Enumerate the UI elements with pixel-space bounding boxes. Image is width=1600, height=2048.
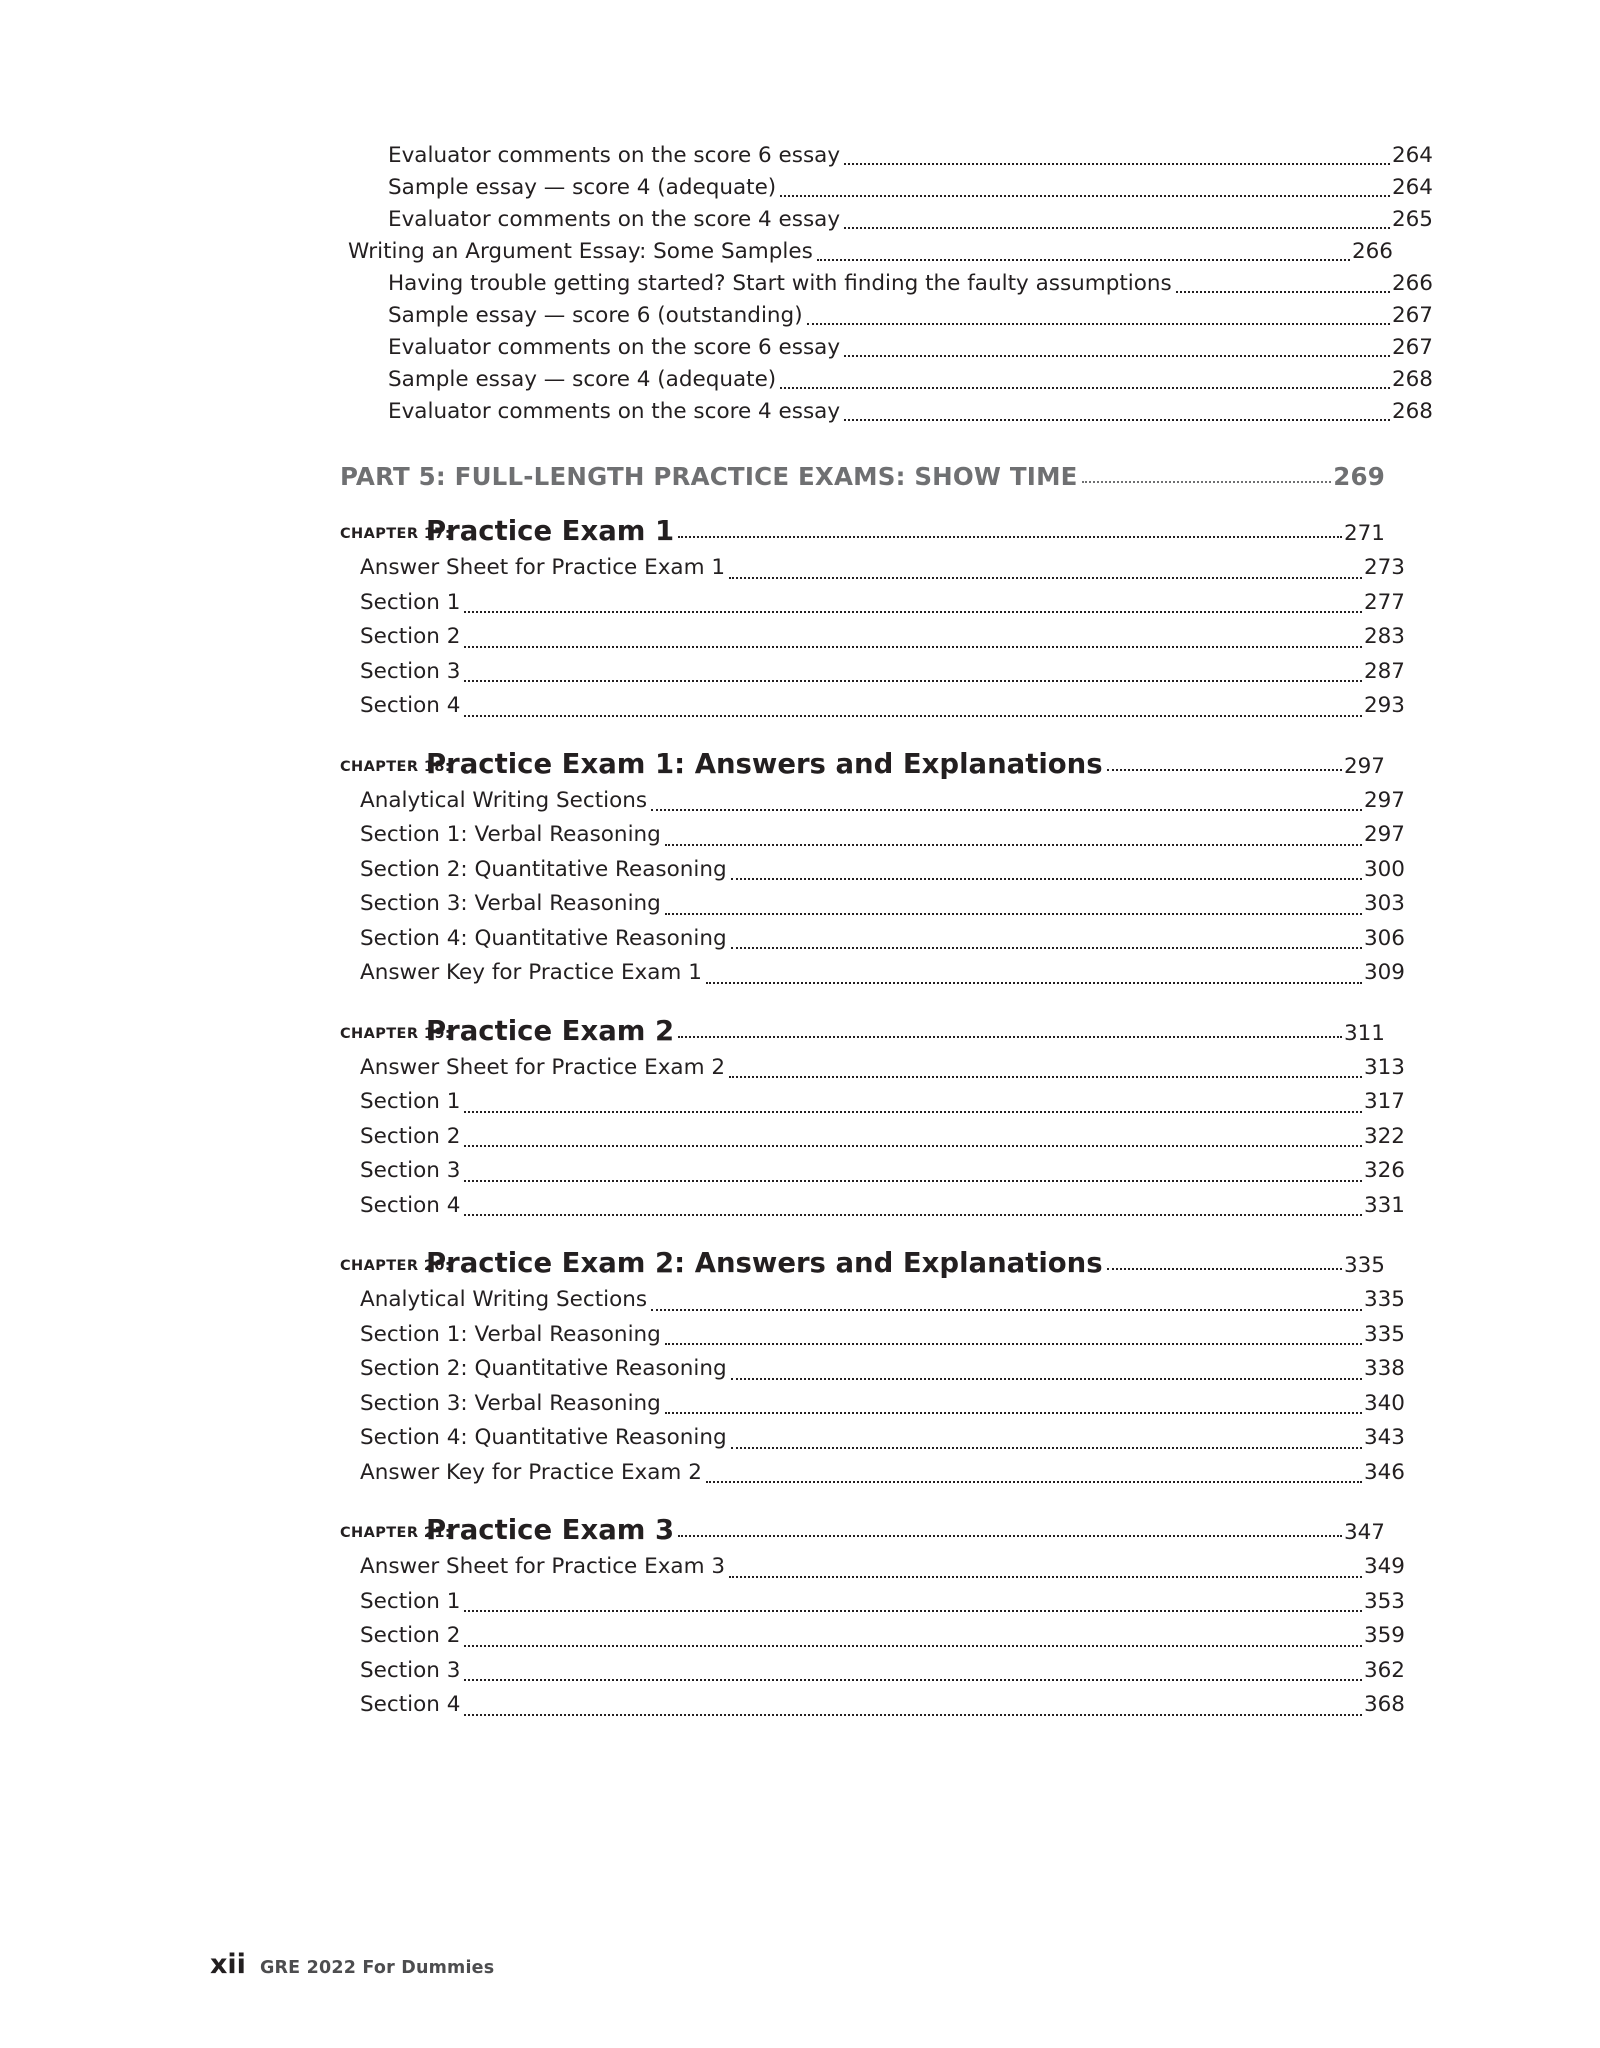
- page-footer: [210, 1949, 494, 1980]
- dot-leader: [665, 1411, 1362, 1414]
- dot-leader: [665, 843, 1362, 846]
- toc-entry[interactable]: [360, 1318, 1405, 1353]
- toc-entry[interactable]: [360, 1387, 1405, 1422]
- chapter-title: Practice Exam 1: [426, 515, 675, 547]
- chapter-page-number: 297: [1343, 753, 1385, 779]
- toc-entry[interactable]: [360, 620, 1405, 655]
- toc-chapter-group: [340, 515, 1405, 724]
- toc-entry-page: 309: [1363, 960, 1405, 985]
- toc-entry-page: 293: [1363, 693, 1405, 718]
- toc-chapter-list: [340, 515, 1405, 1723]
- toc-entry-label: Evaluator comments on the score 4 essay: [388, 399, 841, 424]
- toc-entry-label: Section 2: Quantitative Reasoning: [360, 1356, 727, 1381]
- toc-entry-page: 267: [1391, 335, 1433, 360]
- dot-leader: [678, 535, 1342, 538]
- toc-entry-label: Section 2: Quantitative Reasoning: [360, 856, 727, 882]
- toc-entry-page: 264: [1391, 143, 1433, 168]
- dot-leader: [731, 946, 1362, 949]
- dot-leader: [844, 418, 1390, 421]
- chapter-number-label: CHAPTER 18:: [340, 758, 452, 775]
- dot-leader: [464, 1110, 1362, 1113]
- toc-entry-label: Section 1: [360, 589, 461, 615]
- toc-entry-label: Analytical Writing Sections: [360, 1287, 648, 1312]
- toc-entry-label: Section 3: [360, 1158, 461, 1183]
- toc-entry[interactable]: [360, 1189, 1405, 1224]
- toc-entry-label: Sample essay — score 6 (outstanding): [388, 303, 803, 328]
- dot-leader: [464, 1644, 1362, 1647]
- toc-entry-label: Section 1: Verbal Reasoning: [360, 822, 661, 847]
- toc-top-group: [340, 140, 1433, 428]
- dot-leader: [651, 808, 1362, 811]
- toc-entry-page: 346: [1363, 1459, 1405, 1485]
- toc-entry[interactable]: [360, 1154, 1405, 1189]
- toc-entry[interactable]: [360, 551, 1405, 586]
- toc-entry[interactable]: [360, 1085, 1405, 1120]
- toc-entry-label: Evaluator comments on the score 6 essay: [388, 335, 841, 360]
- toc-entry[interactable]: [388, 140, 1433, 172]
- toc-entry-page: 277: [1363, 589, 1405, 615]
- dot-leader: [780, 194, 1390, 197]
- toc-entry-page: 331: [1363, 1192, 1405, 1218]
- toc-entry-label: Evaluator comments on the score 6 essay: [388, 143, 841, 168]
- toc-entry-page: 317: [1363, 1089, 1405, 1114]
- chapter-page-number: 347: [1343, 1520, 1385, 1545]
- toc-entry[interactable]: [388, 268, 1433, 300]
- chapter-title: Practice Exam 1: Answers and Explanations: [426, 747, 1103, 780]
- dot-leader: [731, 1377, 1362, 1380]
- toc-entry-label: Answer Sheet for Practice Exam 3: [360, 1554, 726, 1579]
- dot-leader: [464, 1713, 1362, 1716]
- chapter-number-label: CHAPTER 17:: [340, 526, 452, 542]
- toc-entry-page: 268: [1391, 399, 1433, 424]
- toc-entry[interactable]: [360, 922, 1405, 957]
- dot-leader: [780, 386, 1390, 389]
- toc-entry-page: 349: [1363, 1554, 1405, 1579]
- dot-leader: [464, 610, 1362, 613]
- toc-entry-page: 368: [1363, 1692, 1405, 1717]
- toc-entry-page: 268: [1391, 367, 1433, 392]
- toc-entry-page: 287: [1363, 658, 1405, 684]
- toc-entry-label: Answer Sheet for Practice Exam 1: [360, 555, 726, 580]
- toc-entry-label: Section 4: Quantitative Reasoning: [360, 925, 727, 951]
- toc-entry-label: Section 4: Quantitative Reasoning: [360, 1425, 727, 1450]
- toc-chapter-group: [340, 747, 1405, 991]
- toc-entry-page: 265: [1391, 207, 1433, 232]
- toc-entry-label: Analytical Writing Sections: [360, 787, 648, 813]
- dot-leader: [464, 1678, 1362, 1681]
- toc-entry[interactable]: [388, 172, 1433, 204]
- toc-entry-label: Section 3: [360, 1657, 461, 1683]
- toc-chapter-group: [340, 1514, 1405, 1723]
- dot-leader: [1082, 480, 1332, 483]
- toc-entry[interactable]: [360, 1352, 1405, 1387]
- table-of-contents: [340, 140, 1433, 1723]
- toc-entry[interactable]: [388, 364, 1433, 396]
- dot-leader: [665, 1342, 1362, 1345]
- toc-entry-page: 264: [1391, 175, 1433, 200]
- toc-entry-page: 283: [1363, 624, 1405, 649]
- toc-part-heading[interactable]: [340, 462, 1385, 491]
- toc-chapter-heading[interactable]: [340, 515, 1385, 547]
- toc-entry-page: 297: [1363, 822, 1405, 847]
- toc-entry-page: 335: [1363, 1287, 1405, 1312]
- toc-entry-page: 266: [1351, 239, 1393, 264]
- toc-entry-page: 343: [1363, 1425, 1405, 1450]
- toc-entry[interactable]: [360, 689, 1405, 724]
- toc-entry[interactable]: [360, 887, 1405, 922]
- chapter-number-label: CHAPTER 21:: [340, 1525, 452, 1541]
- toc-entry-label: Section 4: [360, 1192, 461, 1218]
- dot-leader: [1107, 1267, 1342, 1270]
- toc-entry[interactable]: [360, 1654, 1405, 1689]
- page-folio: xii: [210, 1949, 246, 1980]
- chapter-title: Practice Exam 2: [426, 1014, 675, 1047]
- toc-entry[interactable]: [360, 1421, 1405, 1456]
- toc-entry-label: Section 3: [360, 658, 461, 684]
- chapter-title: Practice Exam 3: [426, 1514, 675, 1546]
- dot-leader: [1176, 290, 1390, 293]
- toc-chapter-heading[interactable]: [340, 1514, 1385, 1546]
- dot-leader: [729, 576, 1362, 579]
- toc-entry-page: 266: [1391, 271, 1433, 296]
- toc-entry-label: Section 4: [360, 693, 461, 718]
- chapter-page-number: 311: [1343, 1020, 1385, 1046]
- dot-leader: [731, 877, 1362, 880]
- toc-entry[interactable]: [388, 204, 1433, 236]
- toc-entry[interactable]: [388, 396, 1433, 428]
- toc-entry-page: 267: [1391, 303, 1433, 328]
- dot-leader: [464, 1609, 1362, 1612]
- dot-leader: [706, 1480, 1362, 1483]
- chapter-title: Practice Exam 2: Answers and Explanations: [426, 1247, 1103, 1279]
- toc-entry-label: Answer Key for Practice Exam 2: [360, 1459, 702, 1485]
- toc-entry-label: Answer Key for Practice Exam 1: [360, 960, 702, 985]
- dot-leader: [706, 981, 1362, 984]
- toc-entry-label: Sample essay — score 4 (adequate): [388, 175, 777, 200]
- toc-entry-page: 306: [1363, 925, 1405, 951]
- toc-entry[interactable]: [360, 1585, 1405, 1620]
- toc-entry[interactable]: [360, 1456, 1405, 1491]
- toc-entry[interactable]: [348, 236, 1393, 268]
- dot-leader: [731, 1446, 1362, 1449]
- toc-entry-page: 273: [1363, 555, 1405, 580]
- toc-entry-page: 297: [1363, 787, 1405, 813]
- toc-entry-page: 359: [1363, 1623, 1405, 1648]
- toc-chapter-group: [340, 1247, 1405, 1490]
- toc-entry[interactable]: [360, 586, 1405, 621]
- chapter-number-label: CHAPTER 20:: [340, 1258, 452, 1274]
- toc-entry-label: Evaluator comments on the score 4 essay: [388, 207, 841, 232]
- toc-entry-label: Section 4: [360, 1692, 461, 1717]
- dot-leader: [464, 679, 1362, 682]
- toc-entry[interactable]: [360, 655, 1405, 690]
- dot-leader: [807, 322, 1390, 325]
- toc-entry-page: 303: [1363, 891, 1405, 916]
- toc-entry[interactable]: [360, 1283, 1405, 1318]
- dot-leader: [678, 1035, 1342, 1038]
- toc-entry-label: Section 1: [360, 1089, 461, 1114]
- toc-chapter-heading[interactable]: [340, 1015, 1385, 1047]
- toc-entry[interactable]: [360, 1688, 1405, 1723]
- toc-entry[interactable]: [360, 956, 1405, 991]
- dot-leader: [678, 1534, 1342, 1537]
- toc-entry-page: 340: [1363, 1390, 1405, 1416]
- toc-entry-label: Having trouble getting started? Start with finding the faulty assumptions: [388, 271, 1172, 296]
- toc-entry-label: Answer Sheet for Practice Exam 2: [360, 1054, 726, 1080]
- toc-entry-label: Section 2: [360, 1123, 461, 1149]
- toc-chapter-heading[interactable]: [340, 748, 1385, 780]
- toc-entry[interactable]: [360, 818, 1405, 853]
- toc-entry-label: Section 2: [360, 624, 461, 649]
- toc-entry-page: 353: [1363, 1588, 1405, 1614]
- dot-leader: [464, 645, 1362, 648]
- toc-entry[interactable]: [360, 1051, 1405, 1086]
- dot-leader: [729, 1075, 1362, 1078]
- toc-entry-page: 338: [1363, 1356, 1405, 1381]
- chapter-number-label: CHAPTER 19:: [340, 1025, 452, 1042]
- toc-entry-label: Section 1: Verbal Reasoning: [360, 1321, 661, 1347]
- toc-entry-label: Writing an Argument Essay: Some Samples: [348, 239, 813, 264]
- chapter-page-number: 335: [1343, 1253, 1385, 1278]
- dot-leader: [729, 1575, 1362, 1578]
- dot-leader: [464, 1179, 1362, 1182]
- toc-entry[interactable]: [360, 1120, 1405, 1155]
- toc-entry-label: Section 2: [360, 1623, 461, 1648]
- toc-entry-page: 300: [1363, 856, 1405, 882]
- chapter-page-number: 271: [1343, 521, 1385, 546]
- toc-entry-page: 335: [1363, 1321, 1405, 1347]
- toc-entry[interactable]: [388, 332, 1433, 364]
- toc-entry[interactable]: [360, 1550, 1405, 1585]
- toc-entry-page: 326: [1363, 1158, 1405, 1183]
- toc-entry[interactable]: [360, 853, 1405, 888]
- toc-entry[interactable]: [360, 1619, 1405, 1654]
- toc-entry-label: Section 3: Verbal Reasoning: [360, 891, 661, 916]
- dot-leader: [817, 258, 1350, 261]
- dot-leader: [464, 1144, 1362, 1147]
- toc-entry-label: Sample essay — score 4 (adequate): [388, 367, 777, 392]
- dot-leader: [665, 912, 1362, 915]
- dot-leader: [844, 162, 1390, 165]
- dot-leader: [651, 1308, 1362, 1311]
- dot-leader: [1107, 768, 1342, 771]
- part-label: PART 5: FULL-LENGTH PRACTICE EXAMS: SHOW TIME: [340, 462, 1078, 491]
- dot-leader: [464, 714, 1362, 717]
- dot-leader: [844, 354, 1390, 357]
- toc-entry-label: Section 3: Verbal Reasoning: [360, 1390, 661, 1416]
- toc-entry-label: Section 1: [360, 1588, 461, 1614]
- toc-entry-page: 322: [1363, 1123, 1405, 1149]
- toc-entry-page: 313: [1363, 1054, 1405, 1080]
- dot-leader: [844, 226, 1390, 229]
- toc-entry[interactable]: [388, 300, 1433, 332]
- book-title: GRE 2022 For Dummies: [259, 1958, 495, 1978]
- toc-chapter-heading[interactable]: [340, 1247, 1385, 1279]
- toc-chapter-group: [340, 1014, 1405, 1224]
- toc-entry-page: 362: [1363, 1657, 1405, 1683]
- dot-leader: [464, 1213, 1362, 1216]
- part-page-number: 269: [1333, 462, 1385, 491]
- toc-entry[interactable]: [360, 784, 1405, 819]
